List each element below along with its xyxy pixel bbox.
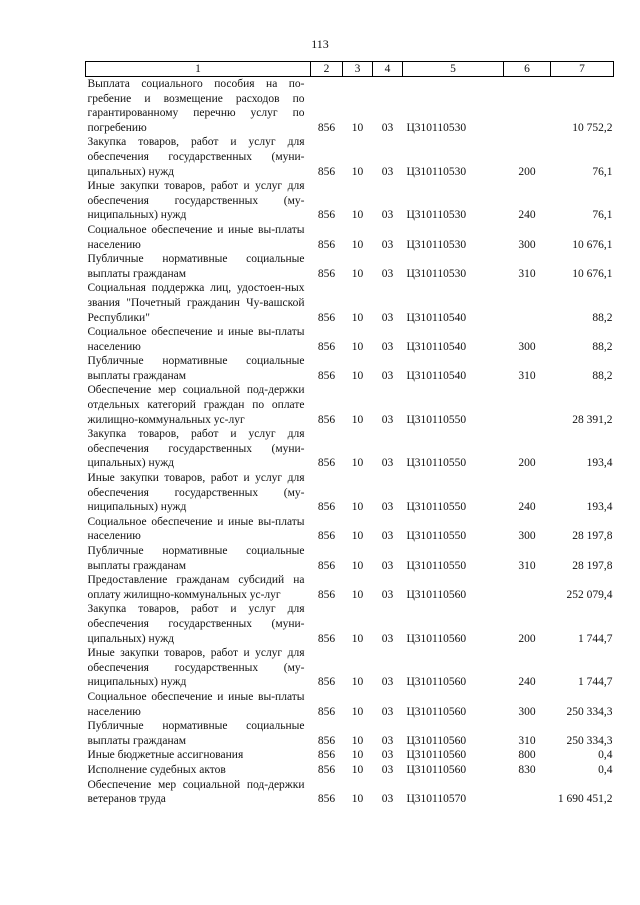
row-target-article: Ц310110540 [406,369,467,382]
row-name: Иные бюджетные ассигнования [87,749,244,762]
row-amount: 193,4 [586,457,613,470]
row-section: 10 [351,311,364,324]
row-expense-type [504,573,551,602]
row-target-article: Ц310110570 [406,793,467,806]
row-expense-type [504,281,551,325]
row-section: 10 [351,632,364,645]
row-expense-type [504,77,551,136]
row-amount: 28 197,8 [572,559,613,572]
row-target-article: Ц310110550 [406,413,467,426]
row-name: Закупка товаров, работ и услуг для обеспечения государственных (муни-ципальных) нужд [87,603,305,645]
row-amount: 250 334,3 [566,734,613,747]
row-admin-code: 856 [317,588,336,601]
row-name: Публичные нормативные социальные выплаты гражданам [87,720,305,747]
row-admin-code: 856 [317,165,336,178]
row-name: Выплата социального пособия на по-гребение и возмещение расходов по гарантированному перечню услуг по погребению [87,78,305,134]
row-section: 10 [351,457,364,470]
row-expense-type: 300 [518,238,536,251]
row-admin-code: 856 [317,311,336,324]
row-target-article: Ц310110540 [406,340,467,353]
row-admin-code: 856 [317,793,336,806]
row-target-article: Ц310110560 [406,632,467,645]
table-row [86,748,614,763]
row-amount: 1 744,7 [578,676,613,689]
row-name: Социальная поддержка лиц, удостоен-ных звания "Почетный гражданин Чу-вашской Республики" [87,282,305,324]
row-admin-code: 856 [317,340,336,353]
row-target-article: Ц310110550 [406,457,467,470]
row-name: Исполнение судебных актов [87,763,226,776]
row-target-article: Ц310110530 [406,267,467,280]
table-row [86,778,614,807]
row-admin-code: 856 [317,413,336,426]
table-row [86,471,614,515]
column-header: 6 [504,62,551,77]
row-subsection: 03 [381,340,394,353]
row-target-article: Ц310110560 [406,763,467,776]
row-section: 10 [351,588,364,601]
row-target-article: Ц310110550 [406,530,467,543]
row-target-article: Ц310110560 [406,676,467,689]
row-expense-type: 200 [518,632,536,645]
row-expense-type: 310 [518,267,536,280]
row-expense-type: 240 [518,676,536,689]
row-target-article: Ц310110560 [406,734,467,747]
row-name: Иные закупки товаров, работ и услуг для обеспечения государственных (му-ниципальных) нужд [87,647,305,689]
row-name: Обеспечение мер социальной под-держки отдельных категорий граждан по оплате жилищно-коммунальных ус-луг [87,384,305,426]
row-section: 10 [351,238,364,251]
row-amount: 1 690 451,2 [557,793,613,806]
row-section: 10 [351,267,364,280]
row-name: Иные закупки товаров, работ и услуг для обеспечения государственных (му-ниципальных) нужд [87,472,305,514]
table-row [86,763,614,778]
row-admin-code: 856 [317,676,336,689]
table-row [86,719,614,748]
row-section: 10 [351,676,364,689]
row-admin-code: 856 [317,209,336,222]
row-subsection: 03 [381,501,394,514]
row-amount: 10 676,1 [572,238,613,251]
row-name: Социальное обеспечение и иные вы-платы населению [87,690,305,718]
row-admin-code: 856 [317,530,336,543]
table-row [86,252,614,281]
column-header: 1 [86,62,311,77]
row-expense-type [504,778,551,807]
row-subsection: 03 [381,530,394,543]
table-row [86,77,614,136]
header-row [86,62,614,77]
table-row [86,135,614,179]
row-target-article: Ц310110530 [406,121,467,134]
row-subsection: 03 [381,311,394,324]
row-admin-code: 856 [317,749,336,762]
row-name: Публичные нормативные социальные выплаты гражданам [87,545,305,572]
row-subsection: 03 [381,209,394,222]
row-section: 10 [351,165,364,178]
table-row [86,325,614,354]
row-section: 10 [351,559,364,572]
row-expense-type: 310 [518,369,536,382]
row-name: Иные закупки товаров, работ и услуг для обеспечения государственных (му-ниципальных) нужд [87,180,305,222]
row-admin-code: 856 [317,121,336,134]
row-expense-type: 310 [518,734,536,747]
row-subsection: 03 [381,413,394,426]
row-admin-code: 856 [317,632,336,645]
row-section: 10 [351,734,364,747]
row-amount: 28 391,2 [572,413,613,426]
row-subsection: 03 [381,705,394,718]
row-section: 10 [351,413,364,426]
row-subsection: 03 [381,749,394,762]
row-subsection: 03 [381,734,394,747]
row-section: 10 [351,530,364,543]
row-amount: 88,2 [592,311,613,324]
row-subsection: 03 [381,457,394,470]
table-body [86,77,614,807]
row-amount: 0,4 [598,763,613,776]
table-row [86,573,614,602]
row-amount: 250 334,3 [566,705,613,718]
column-header: 3 [343,62,373,77]
row-amount: 28 197,8 [572,530,613,543]
row-section: 10 [351,793,364,806]
row-expense-type: 300 [518,705,536,718]
row-admin-code: 856 [317,501,336,514]
row-subsection: 03 [381,559,394,572]
table-row [86,179,614,223]
row-section: 10 [351,121,364,134]
row-section: 10 [351,763,364,776]
row-amount: 0,4 [598,749,613,762]
page-number: 113 [311,37,329,51]
row-target-article: Ц310110550 [406,559,467,572]
row-admin-code: 856 [317,559,336,572]
column-header: 7 [551,62,614,77]
row-name: Предоставление гражданам субсидий на оплату жилищно-коммунальных ус-луг [87,574,305,601]
row-admin-code: 856 [317,763,336,776]
row-name: Закупка товаров, работ и услуг для обеспечения государственных (муни-ципальных) нужд [87,428,305,470]
table-row [86,690,614,719]
row-name: Обеспечение мер социальной под-держки ветеранов труда [87,778,305,806]
column-header: 5 [403,62,504,77]
row-section: 10 [351,501,364,514]
row-amount: 10 752,2 [572,121,613,134]
table-row [86,515,614,544]
table-header [86,62,614,77]
row-subsection: 03 [381,369,394,382]
table-row [86,544,614,573]
table-row [86,602,614,646]
row-subsection: 03 [381,676,394,689]
row-target-article: Ц310110530 [406,238,467,251]
row-subsection: 03 [381,238,394,251]
row-section: 10 [351,749,364,762]
row-target-article: Ц310110560 [406,749,467,762]
row-subsection: 03 [381,267,394,280]
row-admin-code: 856 [317,457,336,470]
row-target-article: Ц310110540 [406,311,467,324]
row-amount: 88,2 [592,369,613,382]
row-admin-code: 856 [317,705,336,718]
row-subsection: 03 [381,793,394,806]
row-section: 10 [351,705,364,718]
row-section: 10 [351,340,364,353]
row-name: Социальное обеспечение и иные вы-платы населению [87,223,305,251]
table-row [86,354,614,383]
row-expense-type: 310 [518,559,536,572]
row-amount: 76,1 [592,165,613,178]
row-expense-type: 300 [518,530,536,543]
row-amount: 88,2 [592,340,613,353]
row-expense-type: 200 [518,457,536,470]
row-amount: 10 676,1 [572,267,613,280]
row-admin-code: 856 [317,238,336,251]
row-amount: 76,1 [592,209,613,222]
row-subsection: 03 [381,165,394,178]
row-amount: 193,4 [586,501,613,514]
row-name: Публичные нормативные социальные выплаты гражданам [87,355,305,382]
row-name: Социальное обеспечение и иные вы-платы населению [87,515,305,543]
row-expense-type: 240 [518,209,536,222]
row-subsection: 03 [381,588,394,601]
row-target-article: Ц310110530 [406,165,467,178]
row-expense-type: 240 [518,501,536,514]
row-target-article: Ц310110560 [406,588,467,601]
row-name: Закупка товаров, работ и услуг для обеспечения государственных (муни-ципальных) нужд [87,136,305,178]
row-subsection: 03 [381,632,394,645]
row-subsection: 03 [381,763,394,776]
row-target-article: Ц310110530 [406,209,467,222]
column-header: 4 [373,62,403,77]
row-expense-type: 800 [518,749,536,762]
row-section: 10 [351,209,364,222]
row-admin-code: 856 [317,369,336,382]
row-admin-code: 856 [317,734,336,747]
row-target-article: Ц310110550 [406,501,467,514]
row-subsection: 03 [381,121,394,134]
table-row [86,383,614,427]
row-expense-type: 200 [518,165,536,178]
row-expense-type [504,383,551,427]
budget-table [85,61,614,807]
row-name: Публичные нормативные социальные выплаты гражданам [87,253,305,280]
table-row [86,281,614,325]
row-target-article: Ц310110560 [406,705,467,718]
column-header: 2 [311,62,343,77]
table-row [86,427,614,471]
row-amount: 252 079,4 [566,588,613,601]
row-name: Социальное обеспечение и иные вы-платы населению [87,326,305,353]
row-amount: 1 744,7 [578,632,613,645]
table-row [86,223,614,252]
row-expense-type: 830 [518,763,536,776]
row-section: 10 [351,369,364,382]
row-expense-type: 300 [518,340,536,353]
row-admin-code: 856 [317,267,336,280]
table-row [86,646,614,690]
